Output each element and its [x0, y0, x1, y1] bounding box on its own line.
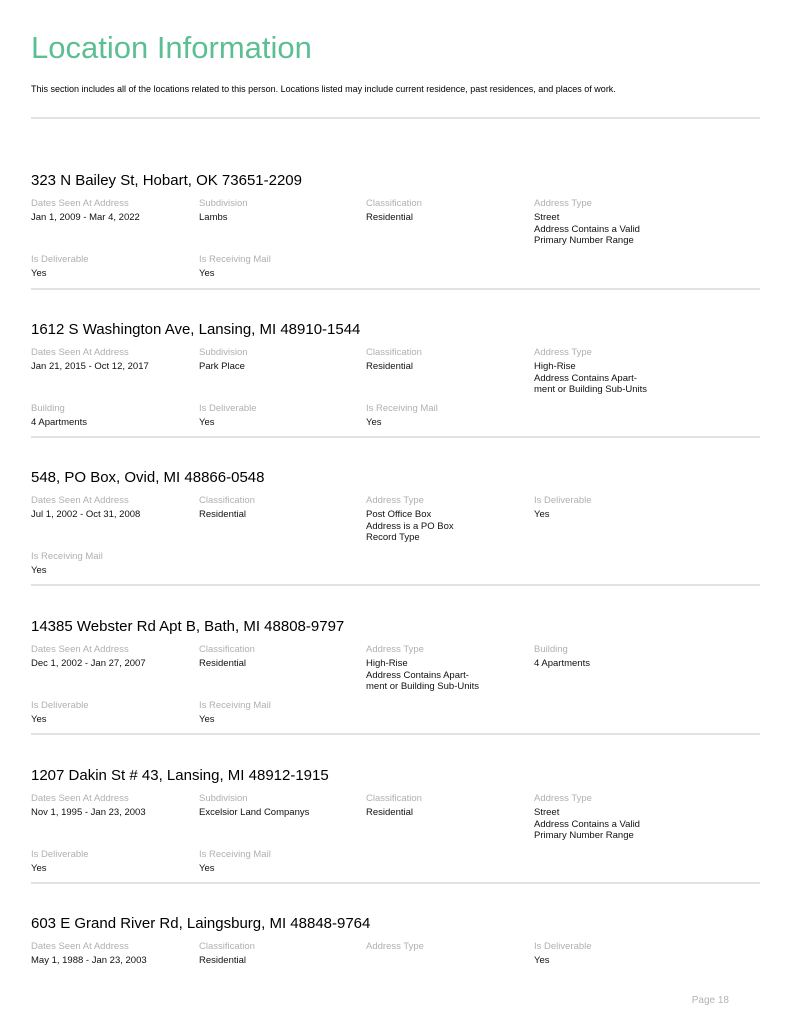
- location-address: 603 E Grand River Rd, Laingsburg, MI 48848-9764: [31, 915, 371, 932]
- location-field: [31, 347, 191, 373]
- location-field: [199, 644, 359, 670]
- field-value-line: Yes: [199, 714, 215, 725]
- location-field: [199, 495, 359, 521]
- field-value-line: High-Rise: [534, 361, 576, 372]
- field-value: [31, 714, 191, 726]
- location-field: [31, 495, 191, 521]
- field-value: [199, 714, 359, 726]
- field-label: Subdivision: [199, 198, 248, 209]
- field-value-line: Residential: [199, 658, 246, 669]
- field-value-line: Dec 1, 2002 - Jan 27, 2007: [31, 658, 146, 669]
- field-value-line: Address Contains Apart-: [534, 372, 637, 384]
- field-value-line: Residential: [199, 509, 246, 520]
- header-divider: [31, 117, 760, 119]
- field-value-line: May 1, 1988 - Jan 23, 2003: [31, 955, 147, 966]
- field-value: [199, 268, 359, 280]
- field-value: [31, 807, 191, 819]
- location-address: 323 N Bailey St, Hobart, OK 73651-2209: [31, 172, 302, 189]
- location-field: [31, 849, 191, 875]
- field-label: Subdivision: [199, 347, 248, 358]
- field-value: [534, 509, 694, 521]
- field-value: [31, 658, 191, 670]
- field-label: Is Receiving Mail: [366, 403, 438, 414]
- field-label: Dates Seen At Address: [31, 347, 129, 358]
- field-value-line: Yes: [199, 268, 215, 279]
- location-field: [366, 403, 526, 429]
- location-field: [31, 198, 191, 224]
- field-value-line: Excelsior Land Companys: [199, 807, 310, 818]
- field-label: Classification: [366, 347, 422, 358]
- field-value-line: Residential: [199, 955, 246, 966]
- field-label: Address Type: [534, 198, 592, 209]
- field-value-line: Yes: [31, 714, 47, 725]
- field-value-line: Post Office Box: [366, 509, 432, 520]
- location-address: 1612 S Washington Ave, Lansing, MI 48910-1544: [31, 321, 361, 338]
- location-field: [534, 941, 694, 967]
- field-value: [366, 417, 526, 429]
- location-field: [366, 941, 526, 955]
- location-field: [31, 793, 191, 819]
- page-title: Location Information: [31, 30, 312, 65]
- field-value-line: Street: [534, 807, 560, 818]
- location-field: [199, 403, 359, 429]
- field-value: [534, 212, 694, 247]
- field-value: [31, 565, 191, 577]
- field-value-line: Primary Number Range: [534, 830, 634, 841]
- field-value: [199, 509, 359, 521]
- field-value-line: Yes: [534, 509, 550, 520]
- field-value-line: Yes: [366, 417, 382, 428]
- field-value: [534, 807, 694, 842]
- field-value: [31, 955, 191, 967]
- field-value-line: Jul 1, 2002 - Oct 31, 2008: [31, 509, 141, 520]
- field-value-line: Residential: [366, 361, 413, 372]
- field-value-line: Street: [534, 212, 560, 223]
- field-label: Is Receiving Mail: [199, 849, 271, 860]
- field-value-line: Residential: [366, 212, 413, 223]
- field-value-line: Jan 21, 2015 - Oct 12, 2017: [31, 361, 149, 372]
- location-address: 548, PO Box, Ovid, MI 48866-0548: [31, 469, 265, 486]
- location-divider: [31, 584, 760, 586]
- field-label: Address Type: [366, 941, 424, 952]
- location-field: [366, 793, 526, 819]
- field-label: Is Deliverable: [534, 495, 592, 506]
- field-value: [366, 509, 526, 544]
- location-field: [534, 198, 694, 247]
- field-value: [31, 212, 191, 224]
- field-label: Is Receiving Mail: [199, 254, 271, 265]
- location-field: [31, 700, 191, 726]
- field-value: [31, 417, 191, 429]
- location-field: [199, 849, 359, 875]
- field-label: Is Deliverable: [31, 849, 89, 860]
- field-value: [199, 361, 359, 373]
- location-field: [366, 198, 526, 224]
- field-label: Classification: [199, 495, 255, 506]
- field-value-line: ment or Building Sub-Units: [534, 384, 647, 395]
- field-value-line: Address is a PO Box: [366, 520, 454, 532]
- section-intro: This section includes all of the locations related to this person. Locations listed may include current residence, past residences, and places of work.: [31, 84, 616, 94]
- field-value: [199, 863, 359, 875]
- location-field: [31, 551, 191, 577]
- field-label: Classification: [366, 198, 422, 209]
- location-field: [199, 198, 359, 224]
- location-field: [534, 495, 694, 521]
- location-address: 1207 Dakin St # 43, Lansing, MI 48912-1915: [31, 767, 329, 784]
- location-field: [31, 254, 191, 280]
- location-field: [366, 495, 526, 544]
- field-label: Is Deliverable: [199, 403, 257, 414]
- field-label: Address Type: [366, 644, 424, 655]
- field-value: [31, 509, 191, 521]
- location-divider: [31, 288, 760, 290]
- location-field: [199, 700, 359, 726]
- field-value-line: Yes: [199, 417, 215, 428]
- location-divider: [31, 436, 760, 438]
- field-value-line: Yes: [534, 955, 550, 966]
- field-label: Classification: [366, 793, 422, 804]
- location-field: [199, 254, 359, 280]
- location-field: [31, 644, 191, 670]
- location-field: [31, 403, 191, 429]
- field-value-line: Residential: [366, 807, 413, 818]
- field-value: [534, 658, 694, 670]
- field-label: Address Type: [534, 793, 592, 804]
- location-field: [199, 793, 359, 819]
- field-value: [366, 212, 526, 224]
- location-field: [199, 941, 359, 967]
- field-value-line: Primary Number Range: [534, 235, 634, 246]
- field-label: Classification: [199, 941, 255, 952]
- field-value-line: Yes: [31, 565, 47, 576]
- field-label: Dates Seen At Address: [31, 793, 129, 804]
- field-value-line: High-Rise: [366, 658, 408, 669]
- field-label: Is Receiving Mail: [31, 551, 103, 562]
- location-field: [534, 347, 694, 396]
- location-field: [199, 347, 359, 373]
- field-value-line: Address Contains a Valid: [534, 223, 640, 235]
- field-value: [31, 268, 191, 280]
- field-label: Is Deliverable: [31, 254, 89, 265]
- field-value: [534, 361, 694, 396]
- field-value-line: Park Place: [199, 361, 245, 372]
- field-value-line: Yes: [31, 863, 47, 874]
- field-label: Dates Seen At Address: [31, 941, 129, 952]
- location-field: [534, 793, 694, 842]
- field-label: Is Deliverable: [31, 700, 89, 711]
- field-label: Is Deliverable: [534, 941, 592, 952]
- field-value: [366, 658, 526, 693]
- field-label: Building: [31, 403, 65, 414]
- location-address: 14385 Webster Rd Apt B, Bath, MI 48808-9797: [31, 618, 345, 635]
- field-label: Address Type: [366, 495, 424, 506]
- location-field: [366, 347, 526, 373]
- field-value: [31, 361, 191, 373]
- field-value-line: ment or Building Sub-Units: [366, 681, 479, 692]
- location-divider: [31, 882, 760, 884]
- location-field: [534, 644, 694, 670]
- location-field: [366, 644, 526, 693]
- field-value-line: Yes: [199, 863, 215, 874]
- field-label: Subdivision: [199, 793, 248, 804]
- field-value-line: Record Type: [366, 532, 420, 543]
- field-label: Classification: [199, 644, 255, 655]
- field-value-line: Nov 1, 1995 - Jan 23, 2003: [31, 807, 146, 818]
- field-value-line: Jan 1, 2009 - Mar 4, 2022: [31, 212, 140, 223]
- field-value-line: Address Contains Apart-: [366, 669, 469, 681]
- field-value: [534, 955, 694, 967]
- field-label: Building: [534, 644, 568, 655]
- field-value: [366, 361, 526, 373]
- field-label: Dates Seen At Address: [31, 644, 129, 655]
- field-label: Address Type: [534, 347, 592, 358]
- field-value: [31, 863, 191, 875]
- location-field: [31, 941, 191, 967]
- field-value-line: Lambs: [199, 212, 228, 223]
- field-value: [199, 807, 359, 819]
- field-value-line: Yes: [31, 268, 47, 279]
- field-value: [199, 658, 359, 670]
- field-value-line: 4 Apartments: [31, 417, 87, 428]
- field-value-line: 4 Apartments: [534, 658, 590, 669]
- location-divider: [31, 733, 760, 735]
- field-label: Dates Seen At Address: [31, 495, 129, 506]
- field-value: [199, 212, 359, 224]
- field-label: Is Receiving Mail: [199, 700, 271, 711]
- field-value: [366, 807, 526, 819]
- field-value: [199, 417, 359, 429]
- field-value-line: Address Contains a Valid: [534, 818, 640, 830]
- field-label: Dates Seen At Address: [31, 198, 129, 209]
- page-number: Page 18: [691, 995, 729, 1006]
- field-value: [199, 955, 359, 967]
